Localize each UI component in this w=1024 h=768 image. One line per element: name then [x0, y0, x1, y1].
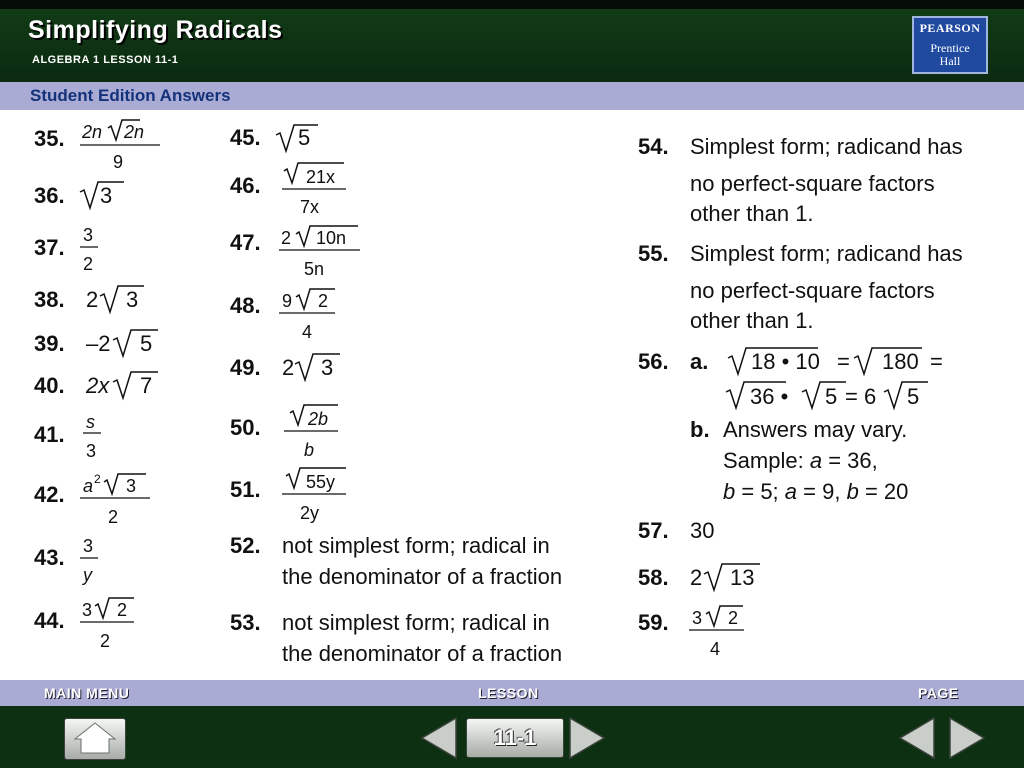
- answer-57-number: 57.: [638, 518, 669, 543]
- arrow-right-icon: [950, 718, 984, 758]
- answer-58-radicand: 13: [730, 565, 755, 590]
- answer-40-coef: 2x: [86, 373, 110, 398]
- answer-47-denominator: 5n: [304, 259, 325, 279]
- answers-svg: [0, 110, 1024, 680]
- answer-40-radicand: 7: [140, 373, 153, 398]
- answer-56-b-line2: Sample: a = 36,: [723, 448, 878, 473]
- section-band: [0, 82, 1024, 110]
- answer-39-radicand: 5: [140, 331, 153, 356]
- answer-54-line3: other than 1.: [690, 201, 814, 226]
- answer-52-line2: the denominator of a fraction: [282, 564, 563, 589]
- answer-43-number: 43.: [34, 545, 65, 570]
- answer-50-denominator: b: [304, 440, 315, 460]
- header: [0, 0, 1024, 82]
- answer-48-radicand: 2: [318, 291, 329, 311]
- answer-53-line1: not simplest form; radical in: [282, 610, 550, 635]
- answer-56-equals-2: =: [930, 349, 943, 374]
- answer-58-coef: 2: [690, 565, 703, 590]
- answer-44-radical: [95, 598, 134, 618]
- answer-59-denominator: 4: [710, 639, 721, 659]
- answer-38-radicand: 3: [126, 287, 139, 312]
- answer-39-number: 39.: [34, 331, 65, 356]
- footer-nav: [0, 680, 1024, 768]
- arrow-left-icon: [900, 718, 934, 758]
- answer-56-equals-3: = 6: [845, 384, 877, 409]
- answer-37-number: 37.: [34, 235, 65, 260]
- section-title: Student Edition Answers: [30, 86, 231, 105]
- page-prev-button[interactable]: [896, 716, 938, 760]
- answer-41-denominator: 3: [86, 441, 97, 461]
- lesson-label[interactable]: LESSON: [478, 685, 539, 701]
- answer-47-radicand: 10n: [316, 228, 347, 248]
- answer-56-radicand-3: 36 •: [750, 384, 789, 409]
- answer-38-number: 38.: [34, 287, 65, 312]
- answer-45-number: 45.: [230, 125, 261, 150]
- answer-52-number: 52.: [230, 533, 261, 558]
- answer-43-numerator: 3: [83, 536, 94, 556]
- answer-49-coef: 2: [282, 355, 295, 380]
- answer-52-line1: not simplest form; radical in: [282, 533, 550, 558]
- page-next-button[interactable]: [946, 716, 988, 760]
- answer-55-line2: no perfect-square factors: [690, 278, 935, 303]
- pearson-logo: [912, 16, 988, 74]
- answer-44-radicand: 2: [117, 600, 128, 620]
- page-label[interactable]: PAGE: [918, 685, 959, 701]
- answer-48-radical: [296, 289, 335, 309]
- answer-49-number: 49.: [230, 355, 261, 380]
- answer-56-part-a-label: a.: [690, 349, 709, 374]
- answer-56-part-b-label: b.: [690, 417, 710, 442]
- answer-49-radicand: 3: [321, 355, 334, 380]
- answer-48-denominator: 4: [302, 322, 313, 342]
- answer-56-radicand-1: 18 • 10: [751, 349, 820, 374]
- answer-56-radicand-2: 180: [882, 349, 919, 374]
- answer-35-coef: 2n: [82, 122, 103, 142]
- lesson-11-1-button[interactable]: [466, 718, 564, 758]
- answer-42-number: 42.: [34, 482, 65, 507]
- answer-56-b-line3: b = 5; a = 9, b = 20: [723, 479, 909, 504]
- answer-45-radicand: 5: [298, 125, 311, 150]
- page-title: Simplifying Radicals: [28, 16, 283, 44]
- answer-43-denominator: y: [83, 565, 92, 585]
- answer-44-number: 44.: [34, 608, 65, 633]
- header-top-strip: [0, 0, 1024, 9]
- arrow-left-icon: [422, 718, 456, 758]
- answer-51-number: 51.: [230, 477, 261, 502]
- answer-45-radical: [276, 125, 318, 151]
- answer-38-coef: 2: [86, 287, 99, 312]
- lesson-next-button[interactable]: [566, 716, 608, 760]
- answer-42-denominator: 2: [108, 507, 119, 527]
- lesson-prev-button[interactable]: [418, 716, 460, 760]
- answer-36-radicand: 3: [100, 183, 113, 208]
- lesson-subtitle: ALGEBRA 1 LESSON 11-1: [32, 54, 179, 66]
- answer-56-radicand-5: 5: [907, 384, 920, 409]
- answer-42-coef: a: [83, 476, 94, 496]
- answer-53-line2: the denominator of a fraction: [282, 641, 563, 666]
- answer-36-number: 36.: [34, 183, 65, 208]
- logo-line1: Prentice: [930, 41, 970, 55]
- answer-55-number: 55.: [638, 241, 669, 266]
- answer-54-number: 54.: [638, 134, 669, 159]
- answer-59-coef: 3: [692, 608, 703, 628]
- footer-label-bar: [0, 680, 1024, 706]
- answer-35-radicand: 2n: [124, 122, 145, 142]
- logo-imprint: [914, 42, 986, 68]
- answer-54-line2: no perfect-square factors: [690, 171, 935, 196]
- answer-59-number: 59.: [638, 610, 669, 635]
- answer-49-radical: [295, 354, 340, 380]
- answer-41-number: 41.: [34, 422, 65, 447]
- answer-58-number: 58.: [638, 565, 669, 590]
- answer-37-numerator: 3: [83, 225, 94, 245]
- answer-35-denominator: 9: [113, 152, 124, 172]
- answer-50-number: 50.: [230, 415, 261, 440]
- main-menu-button[interactable]: [64, 718, 126, 760]
- answer-46-number: 46.: [230, 173, 261, 198]
- answer-42-exponent: 2: [94, 472, 101, 486]
- answer-47-number: 47.: [230, 230, 261, 255]
- answer-35-number: 35.: [34, 126, 65, 151]
- answer-54-line1: Simplest form; radicand has: [690, 134, 963, 159]
- answer-56-radicand-4: 5: [825, 384, 838, 409]
- answer-56-number: 56.: [638, 349, 669, 374]
- answer-55-line1: Simplest form; radicand has: [690, 241, 963, 266]
- answer-41-numerator: s: [86, 412, 95, 432]
- answer-53-number: 53.: [230, 610, 261, 635]
- answer-50-radicand: 2b: [308, 409, 329, 429]
- lesson-button-label: 11-1: [493, 725, 537, 750]
- logo-pearson-text: PEARSON: [919, 21, 981, 35]
- answer-57-value: 30: [690, 518, 715, 543]
- home-icon: [65, 719, 125, 759]
- answer-48-number: 48.: [230, 293, 261, 318]
- answer-39-coef: –2: [86, 331, 111, 356]
- arrow-right-icon: [570, 718, 604, 758]
- answer-44-denominator: 2: [100, 631, 111, 651]
- answer-56-radical-4: [802, 382, 846, 408]
- answer-42-radicand: 3: [126, 476, 137, 496]
- answer-55-line3: other than 1.: [690, 308, 814, 333]
- answer-37-denominator: 2: [83, 254, 94, 274]
- answer-56-equals-1: =: [837, 349, 850, 374]
- answer-51-denominator: 2y: [300, 503, 320, 523]
- main-menu-label[interactable]: MAIN MENU: [44, 685, 130, 701]
- logo-line2: Hall: [939, 54, 961, 68]
- answer-51-radicand: 55y: [306, 472, 336, 492]
- answer-42-radical: [104, 474, 146, 494]
- answer-48-coef: 9: [282, 291, 293, 311]
- answer-56-b-line1: Answers may vary.: [723, 417, 908, 442]
- answer-59-radicand: 2: [728, 608, 739, 628]
- answer-47-coef: 2: [281, 228, 292, 248]
- answer-40-number: 40.: [34, 373, 65, 398]
- answer-46-denominator: 7x: [300, 197, 320, 217]
- answer-56-radical-5: [884, 382, 928, 408]
- answer-44-coef: 3: [82, 600, 93, 620]
- answer-46-radicand: 21x: [306, 167, 336, 187]
- answers-content: [0, 110, 1024, 680]
